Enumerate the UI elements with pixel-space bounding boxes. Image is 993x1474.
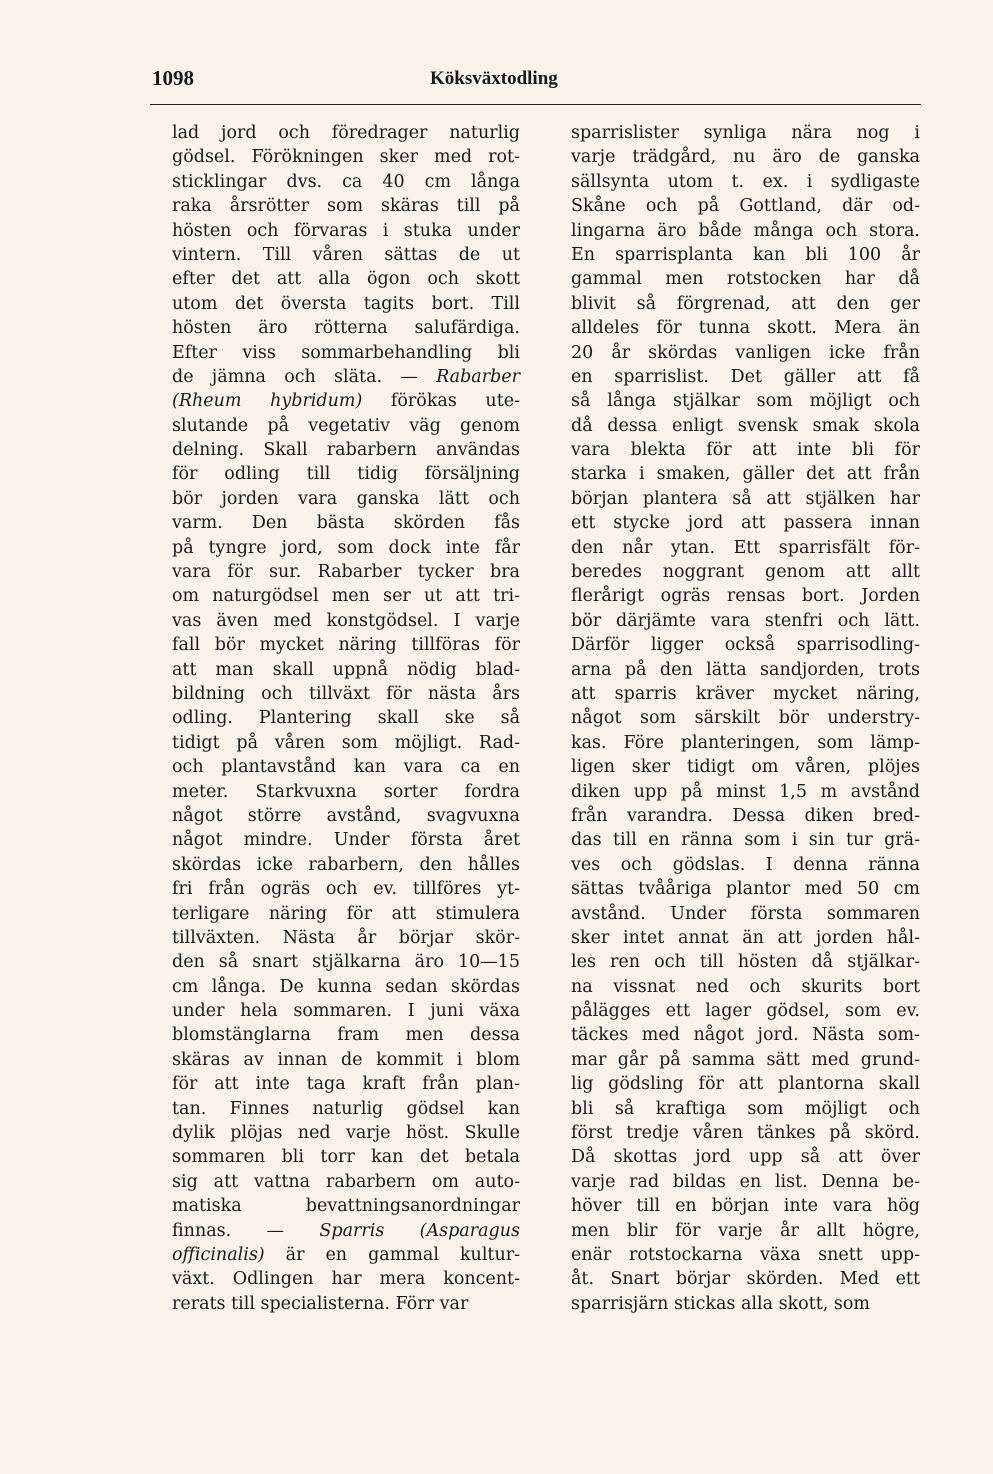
text-line: vas även med konstgödsel. I varje <box>172 610 520 631</box>
text-line: les ren och till hösten då stjälkar- <box>571 952 920 973</box>
text-line: en sparrislist. Det gäller att få <box>571 366 920 387</box>
text-line: bli så kraftiga som möjligt och <box>571 1098 920 1119</box>
text-line: flerårigt ogräs rensas bort. Jorden <box>571 586 920 607</box>
text-line: fri från ogräs och ev. tillföres yt- <box>172 879 520 900</box>
text-line: skäras av innan de kommit i blom <box>172 1049 520 1070</box>
text-line: 20 år skördas vanligen icke från <box>571 342 920 363</box>
text-line: Då skottas jord upp så att över <box>571 1147 920 1168</box>
text-line: sticklingar dvs. ca 40 cm långa <box>172 171 520 192</box>
text-line: avstånd. Under första sommaren <box>571 903 920 924</box>
text-line: ligen sker tidigt om våren, plöjes <box>571 757 920 778</box>
text-line: ves och gödslas. I denna ränna <box>571 854 920 875</box>
text-line: na vissnat ned och skurits bort <box>571 976 920 997</box>
text-line: lig gödsling för att plantorna skall <box>571 1074 920 1095</box>
text-line: raka årsrötter som skäras till på <box>172 196 520 217</box>
text-line: cm långa. De kunna sedan skördas <box>172 976 520 997</box>
text-line: vintern. Till våren sättas de ut <box>172 244 520 265</box>
text-line: blomstänglarna fram men dessa <box>172 1025 520 1046</box>
text-line: och plantavstånd kan vara ca en <box>172 757 520 778</box>
text-line: hösten äro rötterna salufärdiga. <box>172 318 520 339</box>
text-line: odling. Plantering skall ske så <box>172 708 520 729</box>
text-line: något som särskilt bör understry- <box>571 708 920 729</box>
text-line: diken upp på minst 1,5 m avstånd <box>571 781 920 802</box>
text-line: under hela sommaren. I juni växa <box>172 1001 520 1022</box>
text-line: sparrisjärn stickas alla skott, som <box>571 1293 871 1314</box>
text-line: men blir för varje år allt högre, <box>571 1220 920 1241</box>
text-line: täckes med något jord. Nästa som- <box>571 1025 920 1046</box>
text-line: den så snart stjälkarna äro 10—15 <box>172 952 520 973</box>
page-number: 1098 <box>152 66 194 90</box>
left-text-column <box>172 121 520 1316</box>
text-line: varje rad bildas en list. Denna be- <box>571 1171 920 1192</box>
header-rule <box>150 104 921 105</box>
text-line: lad jord och föredrager naturlig <box>172 123 520 143</box>
text-line: sällsynta utom t. ex. i sydligaste <box>571 171 920 192</box>
text-line: att man skall uppnå nödig blad- <box>172 659 520 680</box>
text-line: Skåne och på Gottland, där od- <box>571 196 920 217</box>
text-line: hösten och förvaras i stuka under <box>172 220 520 241</box>
text-line: först tredje våren tänkes på skörd. <box>571 1123 920 1144</box>
text-line: kas. Före planteringen, som lämp- <box>571 732 920 753</box>
text-line: finnas. — Sparris (Asparagus <box>172 1220 520 1241</box>
text-line: arna på den lätta sandjorden, trots <box>571 659 920 680</box>
text-line: något större avstånd, svagvuxna <box>172 805 520 826</box>
text-line: enär rotstockarna växa snett upp- <box>571 1244 920 1265</box>
text-line: pålägges ett lager gödsel, som ev. <box>571 1001 920 1022</box>
text-line: tan. Finnes naturlig gödsel kan <box>172 1098 520 1119</box>
text-line: officinalis) är en gammal kultur- <box>172 1244 520 1265</box>
text-line: sparrislister synliga nära nog i <box>571 123 920 143</box>
text-line: om naturgödsel men ser ut att tri- <box>172 586 520 607</box>
text-line: bör därjämte vara stenfri och lätt. <box>571 610 920 631</box>
text-line: terligare näring för att stimulera <box>172 903 520 924</box>
text-line: för att inte taga kraft från plan- <box>172 1074 520 1095</box>
text-line: En sparrisplanta kan bli 100 år <box>571 244 920 265</box>
text-line: sker intet annat än att jorden hål- <box>571 927 920 948</box>
text-line: växt. Odlingen har mera koncent- <box>172 1269 520 1290</box>
text-line: varje trädgård, nu äro de ganska <box>571 147 920 168</box>
text-line: de jämna och släta. — Rabarber <box>172 366 520 387</box>
text-line: meter. Starkvuxna sorter fordra <box>172 781 520 802</box>
text-line: delning. Skall rabarbern användas <box>172 440 520 461</box>
text-line: bildning och tillväxt för nästa års <box>172 683 520 704</box>
text-line: för odling till tidig försäljning <box>172 464 520 485</box>
text-line: något mindre. Under första året <box>172 830 520 851</box>
text-line: början plantera så att stjälken har <box>571 488 920 509</box>
text-line: att sparris kräver mycket näring, <box>571 683 920 704</box>
text-line: så långa stjälkar som möjligt och <box>571 391 920 412</box>
text-line: ett stycke jord att passera innan <box>571 513 920 534</box>
text-line: varm. Den bästa skörden fås <box>172 513 520 534</box>
text-line: Därför ligger också sparrisodling- <box>571 635 920 656</box>
text-line: (Rheum hybridum) förökas ute- <box>172 391 520 412</box>
text-line: rerats till specialisterna. Förr var <box>172 1293 469 1314</box>
text-line: då dessa enligt svensk smak skola <box>571 415 920 436</box>
text-line: vara blekta för att inte bli för <box>571 440 920 461</box>
right-text-column <box>571 121 920 1316</box>
text-line: höver till en början inte vara hög <box>571 1196 920 1217</box>
text-line: tillväxten. Nästa år börjar skör- <box>172 927 520 948</box>
text-line: åt. Snart börjar skörden. Med ett <box>571 1269 920 1290</box>
text-line: slutande på vegetativ väg genom <box>172 415 520 436</box>
text-line: den når ytan. Ett sparrisfält för- <box>571 537 920 558</box>
text-line: blivit så förgrenad, att den ger <box>571 293 920 314</box>
text-line: fall bör mycket näring tillföras för <box>172 635 520 656</box>
text-line: vara för sur. Rabarber tycker bra <box>172 562 520 583</box>
text-line: das till en ränna som i sin tur grä- <box>571 830 920 851</box>
text-line: matiska bevattningsanordningar <box>172 1196 520 1217</box>
text-line: dylik plöjas ned varje höst. Skulle <box>172 1123 520 1144</box>
running-title: Köksväxtodling <box>430 68 558 89</box>
text-line: gammal men rotstocken har då <box>571 269 920 290</box>
text-line: sommaren bli torr kan det betala <box>172 1147 520 1168</box>
text-line: alldeles för tunna skott. Mera än <box>571 318 920 339</box>
text-line: sig att vattna rabarbern om auto- <box>172 1171 520 1192</box>
text-line: Efter viss sommarbehandling bli <box>172 342 520 363</box>
text-line: starka i smaken, gäller det att från <box>571 464 920 485</box>
text-line: på tyngre jord, som dock inte får <box>172 537 520 558</box>
text-line: skördas icke rabarbern, den hålles <box>172 854 520 875</box>
text-line: från varandra. Dessa diken bred- <box>571 805 920 826</box>
text-line: sättas tvååriga plantor med 50 cm <box>571 879 920 900</box>
text-line: beredes noggrant genom att allt <box>571 562 920 583</box>
text-line: efter det att alla ögon och skott <box>172 269 520 290</box>
text-line: tidigt på våren som möjligt. Rad- <box>172 732 520 753</box>
text-line: utom det översta tagits bort. Till <box>172 293 520 314</box>
text-line: gödsel. Förökningen sker med rot- <box>172 147 520 168</box>
text-line: lingarna äro både många och stora. <box>571 220 920 241</box>
text-line: bör jorden vara ganska lätt och <box>172 488 520 509</box>
text-line: mar går på samma sätt med grund- <box>571 1049 920 1070</box>
